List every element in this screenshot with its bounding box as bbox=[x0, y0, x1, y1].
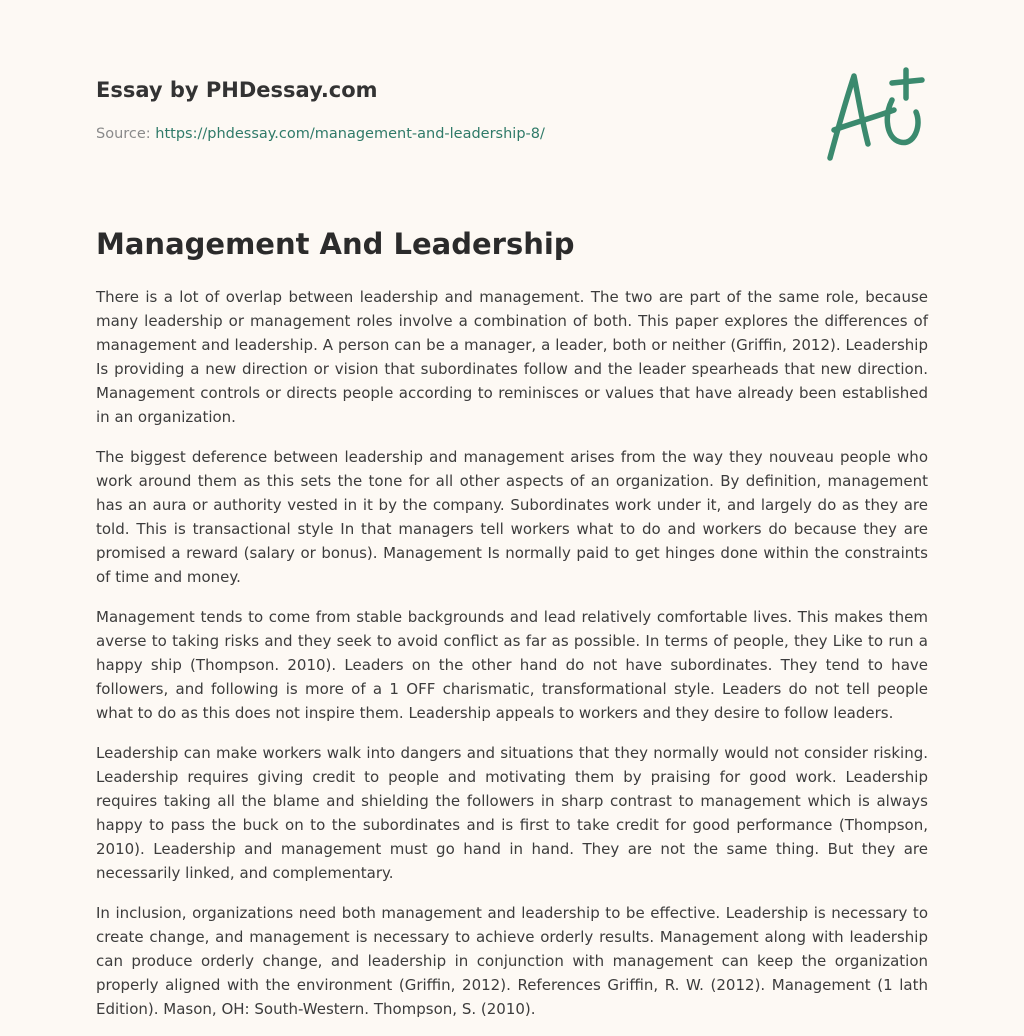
paragraph: There is a lot of overlap between leadership and management. The two are part of the same role, because many leadership or management roles involve a combination of both. This paper explores the differences of management and leadership. A person can be a manager, a leader, both or neither (Griffin, 2012). Leadership Is providing a new direction or vision that subordinates follow and the leader spearheads that new direction. Management controls or directs people according to reminisces or values that have already been established in an organization. bbox=[96, 288, 928, 426]
article-body bbox=[96, 285, 928, 1036]
source-line bbox=[96, 124, 696, 144]
paragraph: Management tends to come from stable backgrounds and lead relatively comfortable lives. This makes them averse to taking risks and they seek to avoid conflict as far as possible. In terms of people, they Like to run a happy ship (Thompson. 2010). Leaders on the other hand do not have subordinates. They tend to have followers, and following is more of a 1 OFF charismatic, transformational style. Leaders do not tell people what to do as this does not inspire them. Leadership appeals to workers and they desire to follow leaders. bbox=[96, 608, 928, 722]
header bbox=[96, 76, 696, 144]
paragraph: In inclusion, organizations need both management and leadership to be effective. Leadership is necessary to create change, and management is necessary to achieve orderly results. Management along with leadership can produce orderly change, and leadership in conjunction with management can keep the organization properly aligned with the environment (Griffin, 2012). References Griffin, R. W. (2012). Management (1 lath Edition). Mason, OH: South-Western. Thompson, S. (2010). bbox=[96, 904, 928, 1018]
a-plus-grade-icon bbox=[820, 66, 930, 166]
page-title: Management And Leadership bbox=[96, 227, 575, 261]
source-link[interactable]: https://phdessay.com/management-and-leadership-8/ bbox=[155, 126, 545, 142]
site-title: Essay by PHDessay.com bbox=[96, 78, 378, 102]
paragraph: Leadership can make workers walk into dangers and situations that they normally would not consider risking. Leadership requires giving credit to people and motivating them by praising for good work. Leadership requires taking all the blame and shielding the followers in sharp contrast to management which is always happy to pass the buck on to the subordinates and is first to take credit for good performance (Thompson, 2010). Leadership and management must go hand in hand. They are not the same thing. But they are necessarily linked, and complementary. bbox=[96, 744, 928, 882]
paragraph: The biggest deference between leadership and management arises from the way they nouveau people who work around them as this sets the tone for all other aspects of an organization. By definition, management has an aura or authority vested in it by the company. Subordinates work under it, and largely do as they are told. This is transactional style In that managers tell workers what to do and workers do because they are promised a reward (salary or bonus). Management Is normally paid to get hinges done within the constraints of time and money. bbox=[96, 448, 928, 586]
source-label: Source: bbox=[96, 126, 156, 142]
